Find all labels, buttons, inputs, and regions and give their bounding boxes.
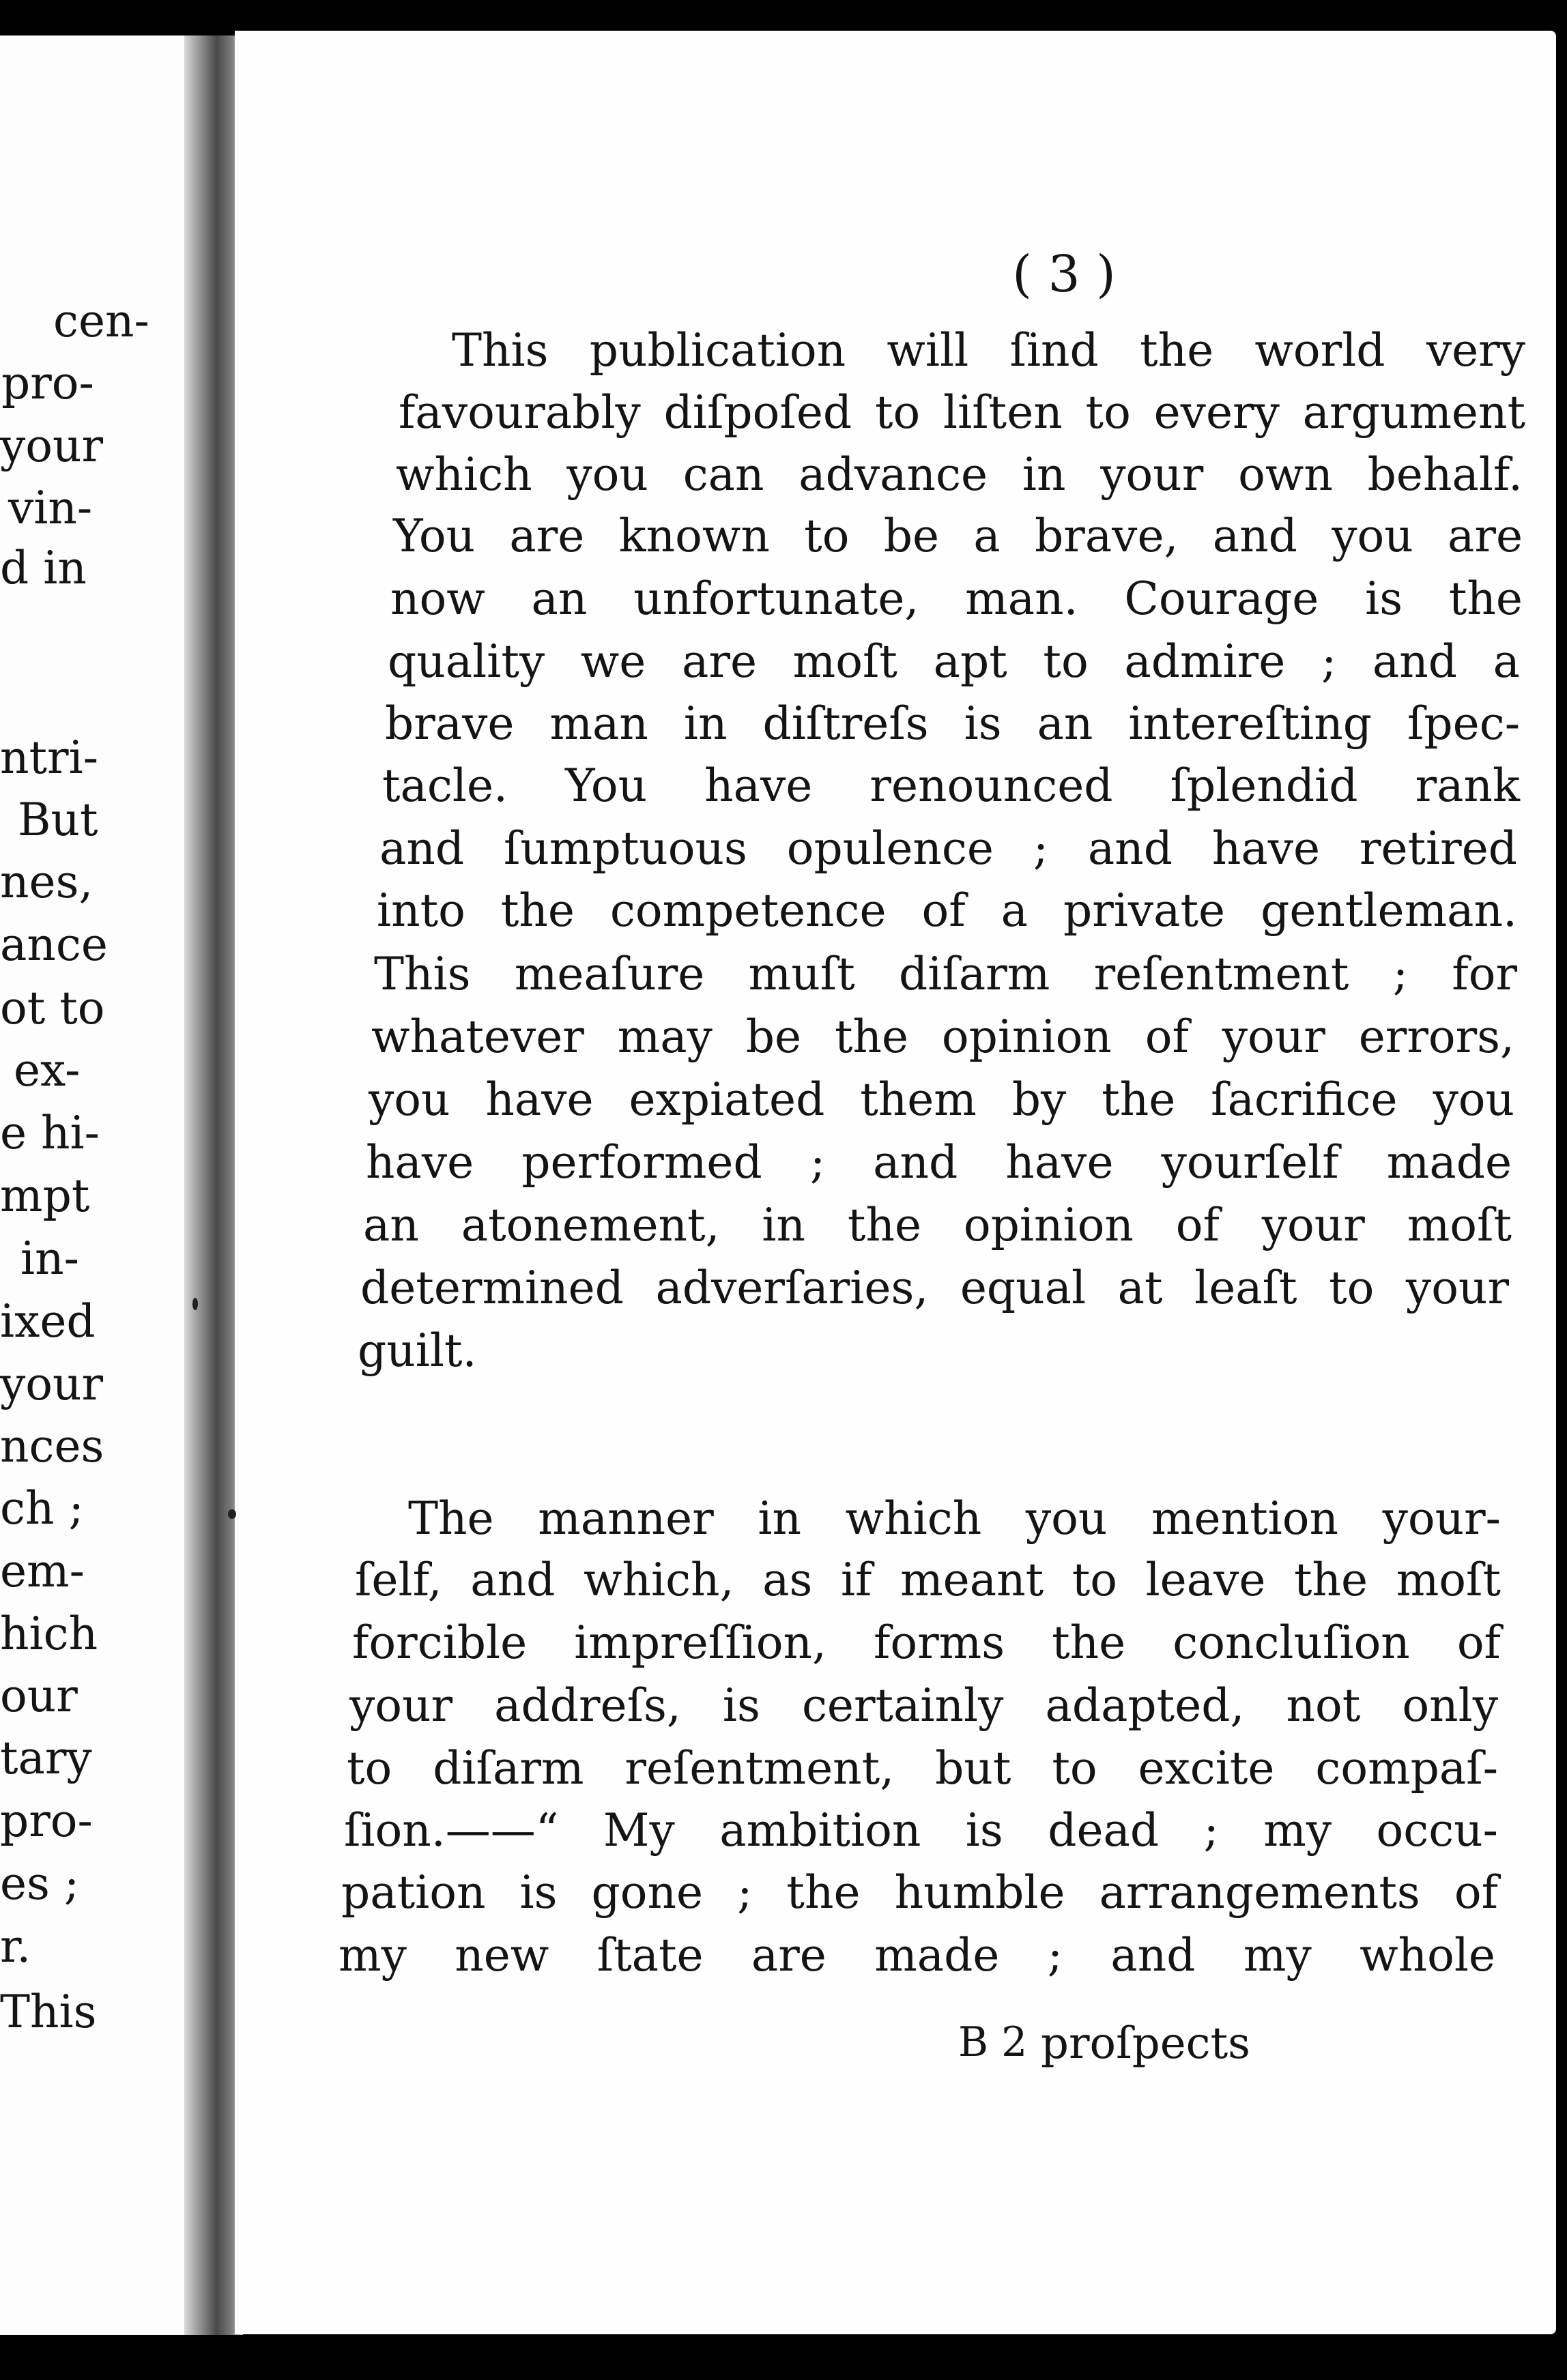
body-line: into the competence of a private gentleman. [377,884,1517,937]
left-line: pro- [0,1795,93,1847]
left-line: d in [0,542,87,594]
body-line: to diſarm reſentment, but to excite compaſ- [347,1742,1498,1795]
body-line: favourably diſpoſed to liſten to every argument [399,386,1525,439]
body-line: which you can advance in your own behalf. [396,448,1523,501]
left-line: in- [20,1232,79,1285]
left-page-fragment [0,35,192,2335]
left-line: ance [0,918,108,971]
body-line: forcible impreſſion, forms the concluſion of [352,1616,1501,1669]
right-page [235,31,1556,2334]
body-line: your addreſs, is certainly adapted, not only [349,1679,1498,1732]
left-line: nes, [0,856,94,908]
left-line: ixed [0,1295,96,1348]
left-line: vin- [8,482,93,534]
body-line: an atonement, in the opinion of your moſt [363,1199,1512,1251]
left-line: tary [0,1732,92,1784]
body-line: tacle. You have renounced ſplendid rank [382,759,1520,812]
left-line: e hi- [0,1107,100,1159]
left-line: ot to [0,982,105,1034]
body-line: guilt. [358,1324,477,1377]
body-line: The manner in which you mention your- [408,1492,1501,1545]
body-line: now an unfortunate, man. Courage is the [390,572,1523,625]
left-line: your [0,420,104,472]
body-line: This publication will ſind the world very [452,324,1525,377]
body-line: brave man in diſtreſs is an intereſting ſpec- [385,697,1520,750]
left-line: But [18,794,98,846]
page-number: ( 3 ) [1012,245,1116,304]
left-line: r. [0,1920,31,1973]
ink-mark [192,1298,198,1310]
left-line: ntri- [0,731,98,784]
body-line: ſion.——“ My ambition is dead ; my occu- [344,1804,1498,1857]
left-line: mpt [0,1170,90,1222]
left-line: ex- [14,1044,81,1097]
body-line: determined adverſaries, equal at leaſt to your [360,1262,1509,1314]
left-line: es ; [0,1857,80,1910]
body-line: you have expiated them by the ſacrifice you [369,1073,1514,1126]
left-line: our [0,1670,78,1722]
body-line: You are known to be a brave, and you are [393,510,1523,562]
signature-mark: B 2 [958,2018,1028,2066]
left-line: em- [0,1545,85,1597]
body-line: my new ſtate are made ; and my whole [339,1929,1495,1982]
left-line: ch ; [0,1482,84,1535]
body-line: quality we are moſt apt to admire ; and a [388,635,1520,688]
body-line: whatever may be the opinion of your errors, [371,1011,1514,1063]
left-line: cen- [53,295,149,347]
ink-mark [228,1509,236,1519]
left-line: your [0,1358,104,1410]
catchword: proſpects [1040,2018,1250,2069]
left-line: hich [0,1608,98,1660]
body-line: This meaſure muſt diſarm reſentment ; for [374,948,1517,1000]
body-line: pation is gone ; the humble arrangements of [341,1866,1498,1919]
left-line: This [0,1986,97,2038]
body-line: ſelf, and which, as if meant to leave the moſt [355,1554,1501,1606]
left-line: pro- [1,357,94,409]
body-line: have performed ; and have yourſelf made [366,1136,1512,1189]
body-line: and ſumptuous opulence ; and have retired [379,822,1517,875]
left-line: nces [0,1420,104,1472]
